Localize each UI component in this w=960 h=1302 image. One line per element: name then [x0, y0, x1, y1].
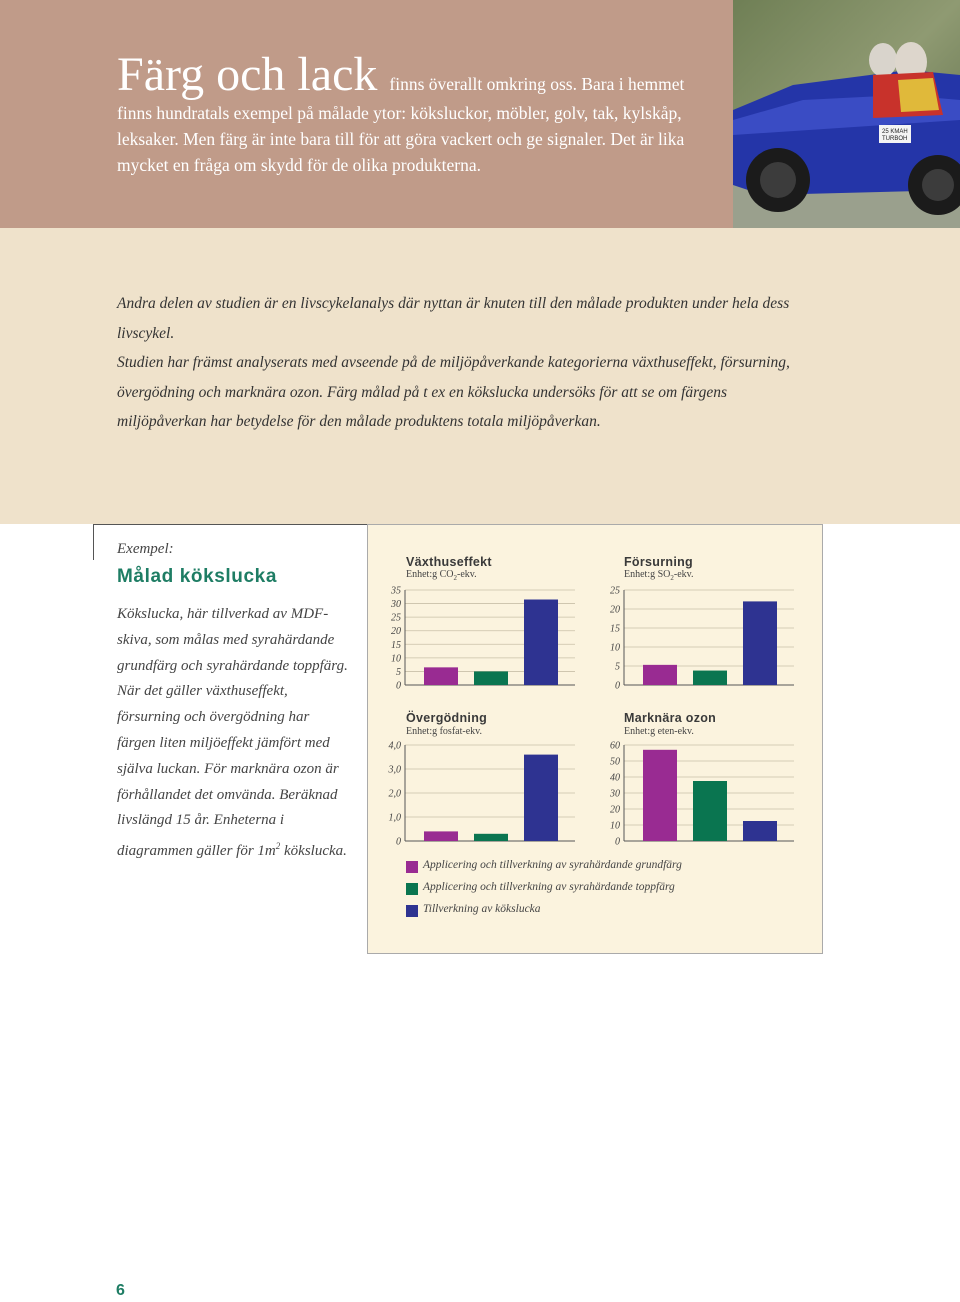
legend-item — [406, 882, 706, 898]
example-body: Kökslucka, här tillverkad av MDF-skiva, som målas med syrahärdande grundfärg och syrahärdande toppfärg. När det gäller växthuseffekt, försurning och övergödning har färgen liten miljöeffekt jämfört med själva luckan. För marknära ozon är förhållandet det omvända. Beräknad livslängd 15 år. Enheterna i diagrammen gäller för 1m — [117, 606, 348, 860]
tick-label: 10 — [391, 653, 401, 665]
legend-swatch — [406, 861, 418, 873]
legend-item — [406, 860, 706, 876]
example-text — [117, 602, 349, 865]
tick-label: 0 — [615, 680, 620, 692]
page-number: 6 — [116, 1282, 125, 1299]
chart-title: Övergödning — [406, 711, 488, 725]
tick-label: 25 — [610, 585, 620, 597]
tick-label: 35 — [391, 585, 401, 597]
tick-label: 30 — [391, 599, 401, 611]
legend-label: Applicering och tillverkning av syrahärdande toppfärg — [423, 881, 675, 893]
tick-label: 5 — [615, 661, 620, 673]
tick-label: 20 — [391, 626, 401, 638]
svg-text:TURBOH: TURBOH — [882, 136, 908, 142]
corner-rule-vertical — [93, 524, 94, 560]
chart-title: Försurning — [624, 555, 693, 569]
intro-heading: Färg och lack — [117, 48, 378, 101]
chart-title: Växthuseffekt — [406, 555, 492, 569]
intro-paragraph — [117, 50, 717, 178]
lca-paragraph-2: Studien har främst analyserats med avseende på de miljöpåverkande kategorierna växthuseffekt, försurning, övergödning och marknära ozon. Färg målad på t ex en kökslucka undersöks för att se om färgens miljöpåverkan har betydelse för den målade produktens totala miljöpåverkan. — [117, 354, 790, 430]
tick-label: 20 — [610, 804, 620, 816]
example-sup: 2 — [275, 841, 281, 852]
legend-label: Tillverkning av kökslucka — [423, 903, 541, 915]
legend-swatch — [406, 883, 418, 895]
tick-label: 10 — [610, 820, 620, 832]
tick-label: 10 — [610, 642, 620, 654]
tick-label: 30 — [610, 788, 620, 800]
legend-item — [406, 904, 706, 920]
legend-label: Applicering och tillverkning av syrahärdande grundfärg — [423, 859, 682, 871]
chart-unit: Enhet:g fosfat-ekv. — [406, 726, 482, 737]
example-label: Exempel: — [117, 541, 174, 557]
tick-label: 0 — [615, 836, 620, 848]
lca-text — [117, 289, 817, 437]
legend-swatch — [406, 905, 418, 917]
tick-label: 25 — [391, 612, 401, 624]
tick-label: 3,0 — [388, 764, 401, 776]
chart-unit: Enhet:g $CO_2$-ekv. — [406, 569, 477, 582]
tick-label: 4,0 — [388, 740, 401, 752]
tick-label: 60 — [610, 740, 620, 752]
tick-label: 5 — [396, 666, 401, 678]
tick-label: 2,0 — [388, 788, 401, 800]
tick-label: 15 — [391, 639, 401, 651]
tick-label: 1,0 — [388, 812, 401, 824]
chart-title: Marknära ozon — [624, 711, 717, 725]
tick-label: 0 — [396, 836, 401, 848]
vintage-race-car-photo — [733, 0, 960, 228]
intro-text: finns överallt omkring oss. Bara i hemmet finns hundratals exempel på målade ytor: köksluckor, möbler, golv, tak, kylskåp, leksaker. Men färg är inte bara till för att göra vackert och ge signaler. Det är lika mycket en fråga om skydd för de olika produkterna. — [117, 74, 685, 175]
tick-label: 50 — [610, 756, 620, 768]
tick-label: 20 — [610, 604, 620, 616]
tick-label: 15 — [610, 623, 620, 635]
tick-label: 40 — [610, 772, 620, 784]
chart-unit: Enhet:g eten-ekv. — [624, 726, 694, 737]
tick-label: 0 — [396, 680, 401, 692]
example-tail: kökslucka. — [280, 843, 347, 860]
example-title: Målad kökslucka — [117, 566, 278, 587]
svg-text:25 KMAH: 25 KMAH — [882, 129, 908, 135]
lca-paragraph-1: Andra delen av studien är en livscykelanalys där nyttan är knuten till den målade produkten under hela dess livscykel. — [117, 295, 790, 342]
chart-unit: Enhet:g $SO_2$-ekv. — [624, 569, 694, 582]
